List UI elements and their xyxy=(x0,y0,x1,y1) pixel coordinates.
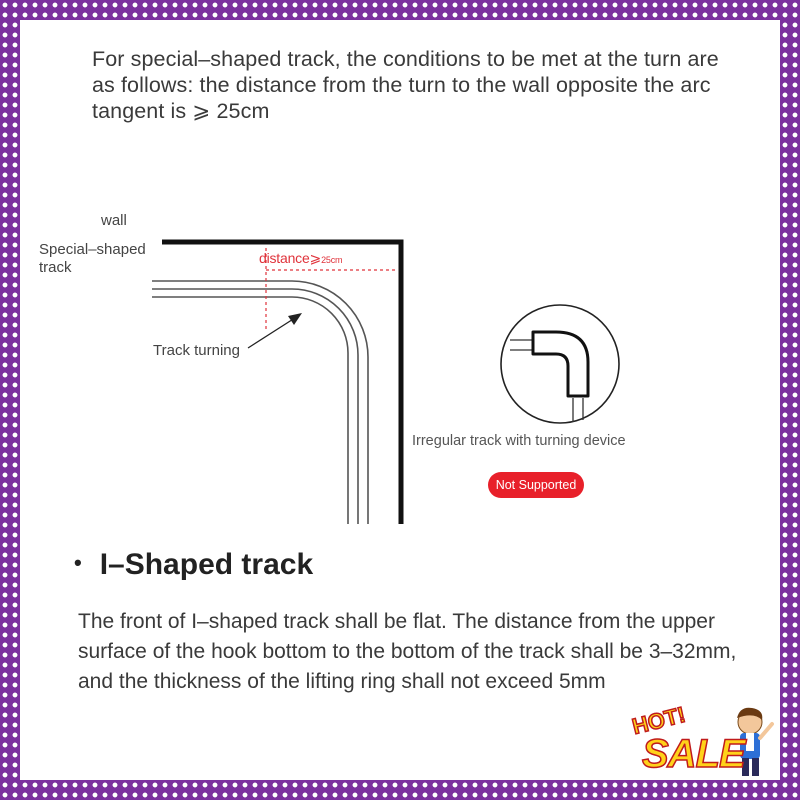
hot-sale-badge xyxy=(628,700,778,782)
turning-device-icon xyxy=(501,305,619,423)
irregular-track-caption: Irregular track with turning device xyxy=(412,433,626,449)
wall-line xyxy=(162,242,401,524)
bullet-icon: • xyxy=(74,550,82,575)
distance-label xyxy=(259,249,342,269)
pointer-arrow-icon xyxy=(248,313,302,348)
distance-label-text: distance⩾ xyxy=(259,250,322,266)
track-line-inner xyxy=(152,297,348,524)
section-body: The front of I–shaped track shall be flat. The distance from the upper surface of the hook bottom to the bottom of the track shall be 3–32mm, and the thickness of the lifting ring shall not exceed 5mm xyxy=(78,610,737,693)
hot-text: HOT! xyxy=(629,701,688,740)
special-shaped-track-label: Special–shaped track xyxy=(39,241,146,276)
not-supported-badge: Not Supported xyxy=(488,472,584,498)
distance-value: 25cm xyxy=(321,255,343,265)
track-line-middle xyxy=(152,289,358,524)
wall-label: wall xyxy=(101,212,127,229)
track-turning-label: Track turning xyxy=(153,342,240,359)
section-heading xyxy=(74,548,313,582)
intro-paragraph: For special–shaped track, the conditions to be met at the turn are as follows: the distance from the turn to the wall opposite the arc tangent is ⩾ 25cm xyxy=(92,47,719,123)
section-heading-text: I–Shaped track xyxy=(99,548,314,581)
sale-text: SALE xyxy=(642,732,745,776)
